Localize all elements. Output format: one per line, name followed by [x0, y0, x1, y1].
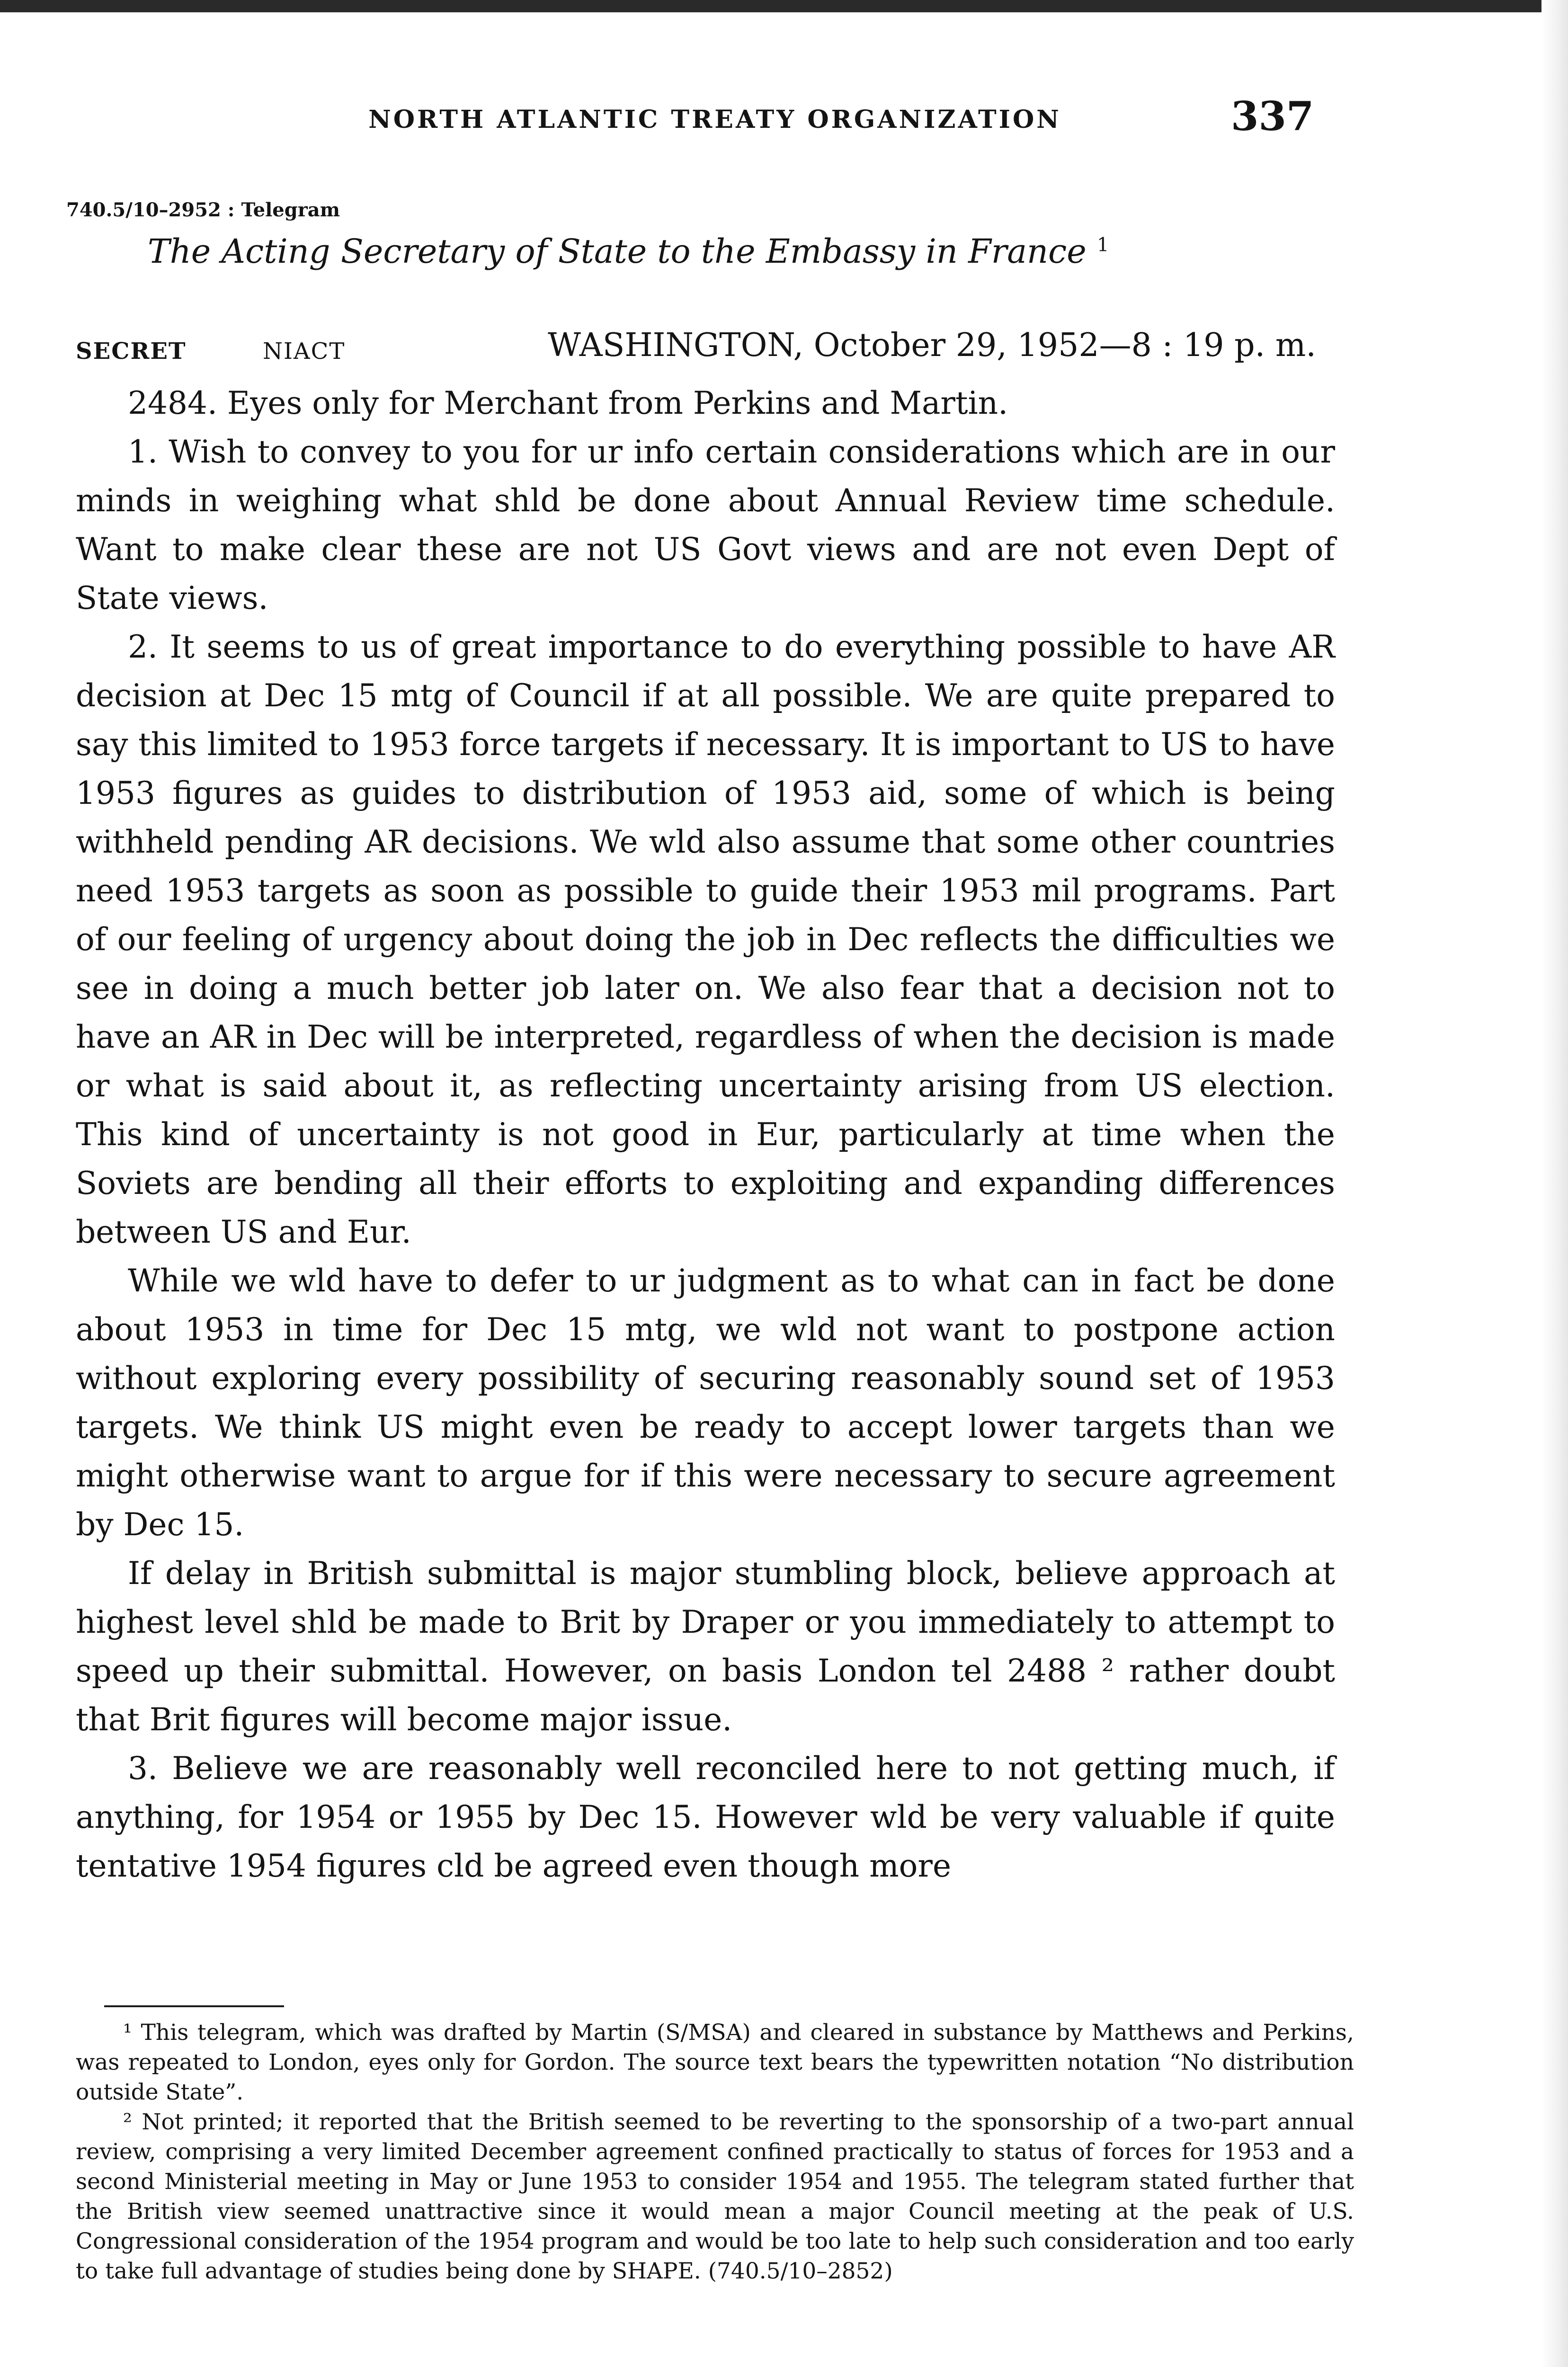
page-number: 337 — [1231, 93, 1314, 140]
telegram-body — [76, 379, 1335, 1890]
footnote-divider — [104, 2005, 284, 2007]
running-head: NORTH ATLANTIC TREATY ORGANIZATION — [368, 105, 1061, 134]
scan-top-border — [0, 0, 1568, 12]
title-footnote-marker: 1 — [1096, 234, 1109, 256]
footnotes — [76, 2018, 1354, 2286]
paragraph: If delay in British submittal is major stumbling block, believe approach at highest level shld be made to Brit by Draper or you immediately to attempt to speed up their submittal. However, on basis London tel 2488 ² rather doubt that Brit figures will become major issue. — [76, 1555, 1335, 1738]
document-title-text: The Acting Secretary of State to the Embassy in France — [148, 232, 1087, 271]
paragraph: While we wld have to defer to ur judgment as to what can in fact be done about 1953 in time for Dec 15 mtg, we wld not want to postpone action without exploring every possibility of securing reasonably sound set of 1953 targets. We think US might even be ready to accept lower targets than we might otherwise want to argue for if this were necessary to secure agreement by Dec 15. — [76, 1263, 1335, 1543]
footnote: ² Not printed; it reported that the British seemed to be reverting to the sponsorship of a two-part annual review, comprising a very limited December agreement confined practically to status of forces for 1953 and a second Ministerial meeting in May or June 1953 to consider 1954 and 1955. The telegram stated further that the British view seemed unattractive since it would mean a major Council meeting at the peak of U.S. Congressional consideration of the 1954 program and would be too late to help such consideration and too early to take full advantage of studies being done by SHAPE. (740.5/10–2852) — [76, 2109, 1354, 2284]
scan-right-edge — [1541, 0, 1568, 2367]
paragraph: 2. It seems to us of great importance to do everything possible to have AR decision at Dec 15 mtg of Council if at all possible. We are quite prepared to say this limited to 1953 force targets if necessary. It is important to US to have 1953 figures as guides to distribution of 1953 aid, some of which is being withheld pending AR decisions. We wld also assume that some other countries need 1953 targets as soon as possible to guide their 1953 mil programs. Part of our feeling of urgency about doing the job in Dec reflects the difficulties we see in doing a much better job later on. We also fear that a decision not to have an AR in Dec will be interpreted, regardless of when the decision is made or what is said about it, as reflecting uncertainty arising from US election. This kind of uncertainty is not good in Eur, particularly at time when the Soviets are bending all their efforts to exploiting and expanding differences between US and Eur. — [76, 629, 1335, 1250]
classification-line — [76, 327, 1316, 369]
paragraph: 2484. Eyes only for Merchant from Perkins and Martin. — [128, 385, 1008, 421]
paragraph: 1. Wish to convey to you for ur info certain considerations which are in our minds in weighing what shld be done about Annual Review time schedule. Want to make clear these are not US Govt views and are not even Dept of State views. — [76, 434, 1335, 616]
dateline: WASHINGTON, October 29, 1952—8 : 19 p. m. — [548, 327, 1316, 364]
classification: SECRET — [76, 338, 187, 365]
channel-indicator: NIACT — [263, 338, 346, 365]
document-title — [148, 232, 1109, 271]
footnote: ¹ This telegram, which was drafted by Martin (S/MSA) and cleared in substance by Matthews and Perkins, was repeated to London, eyes only for Gordon. The source text bears the typewritten notation “No distribution outside State”. — [76, 2020, 1354, 2105]
file-reference: 740.5/10–2952 : Telegram — [66, 199, 340, 221]
paragraph: 3. Believe we are reasonably well reconciled here to not getting much, if anything, for 1954 or 1955 by Dec 15. However wld be very valuable if quite tentative 1954 figures cld be agreed even though more — [76, 1750, 1335, 1884]
